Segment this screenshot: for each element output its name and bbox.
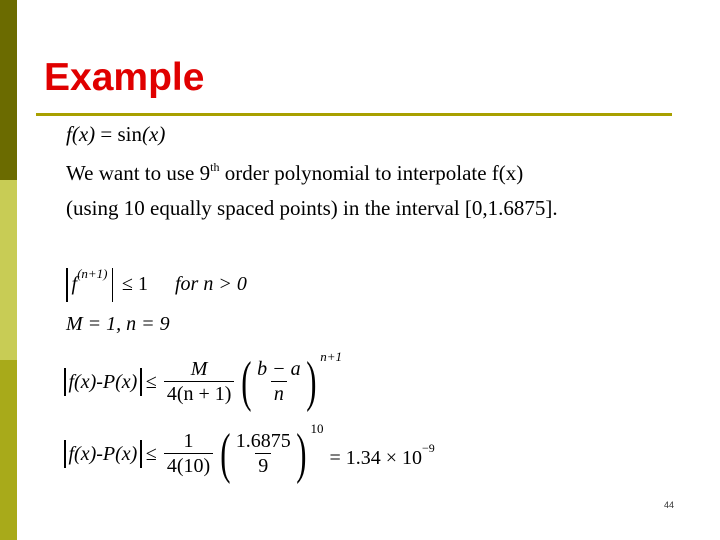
abs-bar-right [140,368,142,396]
error-lhs: f(x)-P(x) [68,443,138,465]
function-definition [66,124,165,145]
paren-left: ( [241,351,252,413]
fraction-numerator: 1 [183,430,194,452]
sidebar-band-light [0,180,17,360]
fraction-denominator: 9 [255,453,271,478]
text-line-1 [66,160,524,185]
exponent: n+1 [320,348,343,364]
fraction-1-over-40 [164,430,213,478]
sidebar-band-dark [0,0,17,180]
abs-bar-right [112,268,114,302]
parameters: M = 1, n = 9 [66,313,170,335]
error-bound-numeric [64,420,435,485]
paren-right: ) [305,351,317,413]
le-sign: ≤ [145,443,157,465]
fraction-denominator: n [271,381,287,406]
paren-left: ( [220,423,231,485]
deriv-le: ≤ 1 [122,272,148,295]
fraction-numerator: M [190,358,208,380]
paren-right: ) [295,423,307,485]
fraction-denominator: 4(n + 1) [164,381,235,406]
line1-part-a: We want to use 9 [66,161,211,185]
error-bound-general [64,348,343,413]
le-sign: ≤ [145,371,157,393]
result-exponent: −9 [422,441,435,455]
page-number: 44 [664,500,675,510]
error-lhs: f(x)-P(x) [68,371,138,393]
fraction-numerator: 1.6875 [235,430,291,452]
fraction-b-minus-a-over-n [254,358,304,406]
title-rule [36,113,672,116]
function-eq: = sin [95,122,143,146]
slide-title: Example [44,56,205,99]
text-line-2: (using 10 equally spaced points) in the interval [0,1.6875]. [66,196,558,220]
deriv-f: f [71,272,78,295]
abs-bar-right [140,440,142,468]
abs-bar-left [64,368,66,396]
fraction-numerator: b − a [257,358,301,380]
abs-bar-left [66,268,68,302]
fraction-interval-over-9 [233,430,294,478]
result-value: = 1.34 × 10 [329,447,423,469]
exponent: 10 [310,420,324,436]
deriv-condition: for n > 0 [174,272,247,295]
abs-bar-left [64,440,66,468]
deriv-exponent: (n+1) [77,265,108,281]
sidebar-band-mid [0,360,17,540]
line1-part-b: order polynomial to interpolate f(x) [219,161,524,185]
function-arg: (x) [142,122,166,146]
function-lhs: f(x) [66,122,96,146]
fraction-m-over-4n [164,358,235,406]
derivative-bound [66,265,247,302]
line1-superscript: th [210,160,220,174]
fraction-denominator: 4(10) [164,453,213,478]
